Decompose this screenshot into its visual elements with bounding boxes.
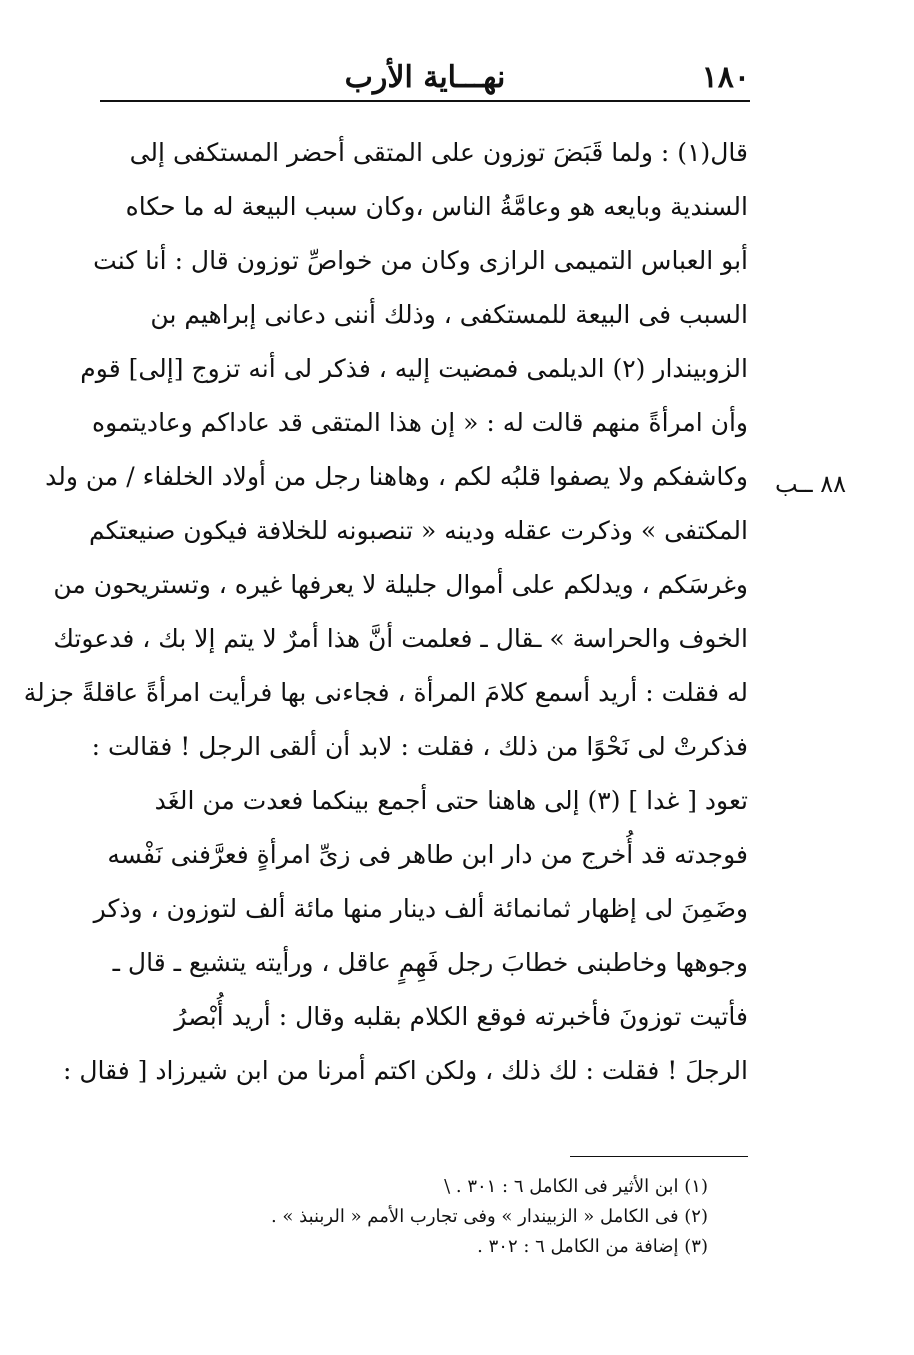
text-line: الزوبيندار (٢) الديلمى فمضيت إليه ، فذكر لى أنه تزوج [إلى] قوم: [80, 354, 748, 383]
text-line: وجوهها وخاطبنى خطابَ رجل فَهِمٍ عاقل ، ورأيته يتشيع ـ قال ـ: [112, 948, 748, 977]
header-rule: [100, 100, 750, 102]
text-line: الخوف والحراسة » ـقال ـ فعلمت أنَّ هذا أمرٌ لا يتم إلا بك ، فدعوتك: [53, 624, 748, 653]
text-line: المكتفى » وذكرت عقله ودينه « تنصبونه للخلافة فيكون صنيعتكم: [89, 516, 748, 545]
footnote-3: (٣) إضافة من الكامل ٦ : ٣٠٢ .: [477, 1236, 708, 1257]
text-line: له فقلت : أريد أسمع كلامَ المرأة ، فجاءنى بها فرأيت امرأةً عاقلةً جزلة: [23, 678, 748, 707]
text-line: فوجدته قد أُخرج من دار ابن طاهر فى زىِّ امرأةٍ فعرَّفنى نَفْسه: [107, 840, 748, 869]
text-line: وأن امرأةً منهم قالت له : « إن هذا المتقى قد عاداكم وعاديتموه: [91, 408, 748, 437]
text-line: وضَمِنَ لى إظهار ثمانمائة ألف دينار منها مائة ألف لتوزون ، وذكر: [93, 894, 748, 923]
page-number: ١٨٠: [701, 60, 750, 95]
footnote-rule: [570, 1156, 748, 1157]
text-line: السندية وبايعه هو وعامَّةُ الناس ،وكان سبب البيعة له ما حكاه: [125, 192, 748, 221]
text-line: أبو العباس التميمى الرازى وكان من خواصِّ توزون قال : أنا كنت: [93, 246, 748, 275]
text-line: السبب فى البيعة للمستكفى ، وذلك أننى دعانى إبراهيم بن: [150, 300, 748, 329]
text-line: الرجلَ ! فقلت : لك ذلك ، ولكن اكتم أمرنا من ابن شيرزاد [ فقال :: [62, 1056, 748, 1085]
margin-folio-note: ٨٨ ــب: [775, 470, 847, 498]
text-line: تعود [ غدا ] (٣) إلى هاهنا حتى أجمع بينكما فعدت من الغَد: [154, 786, 748, 815]
page-header: [100, 58, 750, 98]
main-text: [23, 126, 748, 1098]
text-line: فأتيت توزونَ فأخبرته فوقع الكلام بقلبه وقال : أريد أُبْصرُ: [174, 1002, 748, 1031]
running-title: نهـــاية الأرب: [344, 60, 506, 95]
text-line: وكاشفكم ولا يصفوا قلبُه لكم ، وهاهنا رجل من أولاد الخلفاء / من ولد: [45, 462, 748, 491]
footnote-2: (٢) فى الكامل « الزبيندار » وفى تجارب الأمم « الربنبذ » .: [270, 1206, 708, 1227]
text-line: وغرسَكم ، ويدلكم على أموال جليلة لا يعرفها غيره ، وتستريحون من: [53, 570, 748, 599]
text-line: فذكرتْ لى نَحْوًا من ذلك ، فقلت : لابد أن ألقى الرجل ! فقالت :: [91, 732, 748, 761]
footnote-1: (١) ابن الأثير فى الكامل ٦ : ٣٠١ . \: [444, 1176, 708, 1197]
footnotes: [260, 1172, 708, 1262]
text-line: قال(١) : ولما قَبَضَ توزون على المتقى أحضر المستكفى إلى: [129, 138, 748, 167]
